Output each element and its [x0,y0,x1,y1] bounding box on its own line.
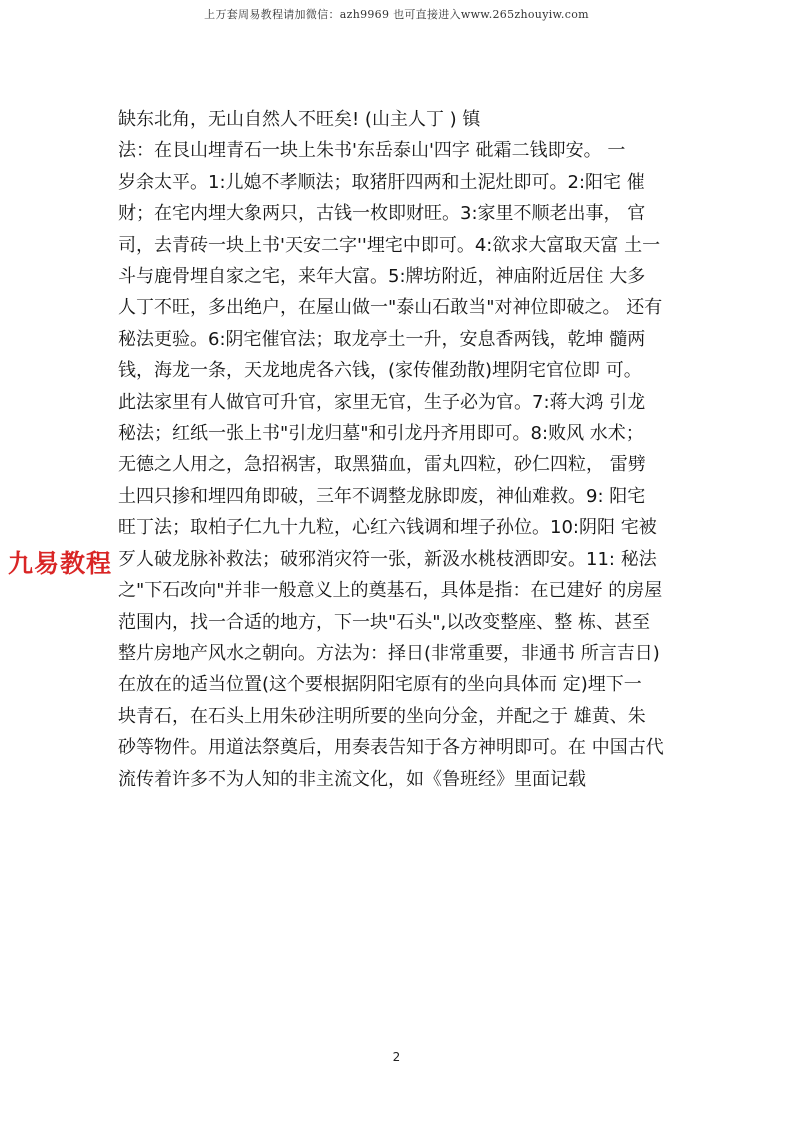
document-body [118,104,678,795]
text-line: 流传着许多不为人知的非主流文化，如《鲁班经》里面记载 [118,768,586,790]
text-line: 钱，海龙一条，天龙地虎各六钱，(家传催劲散)埋阴宅官位即 可。 [118,360,642,382]
page-header: 上万套周易教程请加微信：azh9969 也可直接进入www.265zhouyiw.com [204,8,589,21]
text-line: 岁余太平。1:儿媳不孝顺法；取猪肝四两和土泥灶即可。2:阳宅 催 [118,171,645,193]
text-line: 整片房地产风水之朝向。方法为：择日(非常重要，非通书 所言吉日) [118,642,660,664]
text-line: 此法家里有人做官可升官，家里无官，生子必为官。7:蒋大鸿 引龙 [118,391,646,413]
text-line: 在放在的适当位置(这个要根据阴阳宅原有的坐向具体而 定)埋下一 [118,674,642,696]
text-line: 人丁不旺，多出绝户，在屋山做一"泰山石敢当"对神位即破之。 还有 [118,297,663,319]
text-line: 土四只掺和埋四角即破，三年不调整龙脉即废，神仙难救。9: 阳宅 [118,485,646,507]
text-line: 缺东北角，无山自然人不旺矣! (山主人丁 ) 镇 [118,109,481,130]
text-line: 块青石，在石头上用朱砂注明所要的坐向分金，并配之于 雄黄、朱 [118,705,646,727]
text-line: 之"下石改向"并非一般意义上的奠基石，具体是指：在已建好 的房屋 [118,580,663,602]
text-line: 司，去青砖一块上书'天安二字''埋宅中即可。4:欲求大富取天富 土一 [118,234,661,256]
text-line: 秘法；红纸一张上书"引龙归墓"和引龙丹齐用即可。8:败风 水术； [118,423,644,445]
text-line: 法：在艮山埋青石一块上朱书'东岳泰山'四字 砒霜二钱即安。 一 [118,140,626,162]
text-line: 斗与鹿骨埋自家之宅，来年大富。5:牌坊附近，神庙附近居住 大多 [118,266,646,288]
text-line: 旺丁法；取柏子仁九十九粒，心红六钱调和埋子孙位。10:阴阳 宅被 [118,517,657,539]
text-line: 砂等物件。用道法祭奠后，用奏表告知于各方神明即可。在 中国古代 [118,737,664,759]
text-line: 秘法更验。6:阴宅催官法；取龙亭土一升，安息香两钱，乾坤 髓两 [118,328,646,350]
text-line: 歹人破龙脉补救法；破邪消灾符一张，新汲水桃枝洒即安。11: 秘法 [118,548,657,570]
text-line: 财；在宅内埋大象两只，古钱一枚即财旺。3:家里不顺老出事， 官 [118,203,646,225]
watermark-logo: 九易教程 [8,549,113,578]
text-line: 无德之人用之，急招祸害，取黑猫血，雷丸四粒，砂仁四粒， 雷劈 [118,454,646,476]
page-number: 2 [392,1050,401,1064]
text-line: 范围内，找一合适的地方，下一块"石头",以改变整座、整 栋、甚至 [118,611,650,633]
